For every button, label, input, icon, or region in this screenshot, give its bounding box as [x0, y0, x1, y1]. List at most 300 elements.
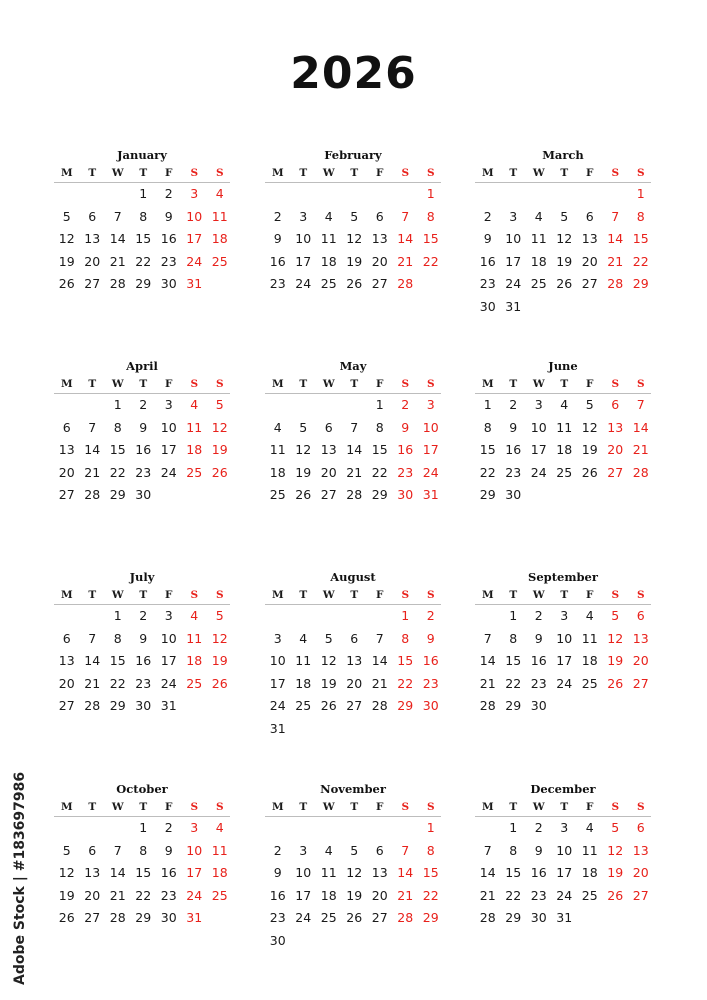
- day-cell: 25: [581, 675, 598, 691]
- empty-day-cell: [265, 817, 291, 840]
- day-cell: 14: [109, 865, 126, 881]
- month-name: October: [116, 782, 168, 796]
- day-cell: 29: [371, 487, 388, 503]
- day-cell: 5: [585, 397, 594, 412]
- day-cell: 6: [88, 842, 97, 858]
- day-cell: 18: [581, 653, 598, 669]
- weekday-label: M: [271, 801, 284, 813]
- day-cell: 1: [426, 820, 435, 835]
- weekday-label: F: [586, 801, 594, 813]
- day-cell: 1: [113, 397, 122, 412]
- day-cell: 26: [556, 276, 573, 292]
- empty-day-cell: [475, 183, 501, 206]
- day-cell: 24: [295, 910, 312, 926]
- day-cell: 25: [186, 675, 203, 691]
- day-cell: 10: [530, 419, 547, 435]
- day-cell: 13: [632, 842, 649, 858]
- weekday-label: M: [271, 167, 284, 179]
- weekday-header: [265, 164, 441, 183]
- day-cell: 21: [479, 887, 496, 903]
- day-cell: 5: [324, 630, 333, 646]
- week-row: [265, 718, 441, 741]
- week-row: [265, 206, 441, 229]
- empty-day-cell: [316, 718, 342, 741]
- day-cell: 20: [84, 887, 101, 903]
- day-cell: 28: [109, 910, 126, 926]
- day-cell: 11: [320, 865, 337, 881]
- day-cell: 31: [505, 298, 522, 314]
- day-cell: 26: [58, 276, 75, 292]
- day-cell: 9: [164, 208, 173, 224]
- day-cell: 20: [581, 253, 598, 269]
- day-cell: 3: [299, 842, 308, 858]
- day-cell: 18: [186, 653, 203, 669]
- day-cell: 22: [422, 887, 439, 903]
- month-name: August: [330, 570, 376, 584]
- empty-day-cell: [316, 930, 342, 953]
- day-cell: 2: [534, 608, 543, 623]
- day-cell: 10: [295, 865, 312, 881]
- empty-day-cell: [603, 907, 629, 930]
- empty-day-cell: [316, 605, 342, 628]
- day-cell: 7: [113, 208, 122, 224]
- day-cell: 27: [346, 698, 363, 714]
- weekday-label: W: [322, 801, 335, 813]
- week-row: [475, 885, 651, 908]
- weekday-header: [475, 164, 651, 183]
- week-row: [54, 394, 230, 417]
- day-cell: 25: [295, 698, 312, 714]
- empty-day-cell: [577, 296, 603, 319]
- week-row: [475, 695, 651, 718]
- empty-day-cell: [367, 930, 393, 953]
- day-cell: 24: [160, 464, 177, 480]
- week-row: [265, 462, 441, 485]
- weekday-label: W: [111, 801, 124, 813]
- day-cell: 18: [581, 865, 598, 881]
- weekday-label: T: [299, 378, 308, 390]
- day-cell: 20: [632, 653, 649, 669]
- day-cell: 25: [530, 276, 547, 292]
- day-cell: 18: [320, 887, 337, 903]
- weekday-label: F: [586, 378, 594, 390]
- day-cell: 19: [581, 442, 598, 458]
- day-cell: 4: [324, 208, 333, 224]
- day-cell: 22: [479, 464, 496, 480]
- weekday-header: [54, 164, 230, 183]
- weekday-label: T: [299, 589, 308, 601]
- empty-day-cell: [367, 605, 393, 628]
- empty-day-cell: [342, 718, 368, 741]
- day-cell: 9: [426, 630, 435, 646]
- day-cell: 5: [62, 208, 71, 224]
- month-name: September: [528, 570, 598, 584]
- day-cell: 12: [581, 419, 598, 435]
- empty-day-cell: [54, 394, 80, 417]
- day-cell: 20: [84, 253, 101, 269]
- day-cell: 16: [479, 253, 496, 269]
- empty-day-cell: [342, 930, 368, 953]
- week-row: [54, 228, 230, 251]
- empty-day-cell: [501, 183, 527, 206]
- empty-day-cell: [342, 394, 368, 417]
- day-cell: 28: [84, 698, 101, 714]
- day-cell: 26: [607, 675, 624, 691]
- empty-day-cell: [603, 296, 629, 319]
- week-row: [475, 605, 651, 628]
- day-cell: 19: [211, 442, 228, 458]
- day-cell: 23: [269, 276, 286, 292]
- day-cell: 17: [160, 442, 177, 458]
- day-cell: 21: [632, 442, 649, 458]
- empty-day-cell: [526, 183, 552, 206]
- day-cell: 18: [530, 253, 547, 269]
- day-cell: 14: [84, 442, 101, 458]
- stock-id-label: Adobe Stock | #183697986: [12, 771, 28, 985]
- empty-day-cell: [342, 183, 368, 206]
- day-cell: 1: [375, 397, 384, 412]
- day-cell: 6: [636, 820, 645, 835]
- day-cell: 15: [479, 442, 496, 458]
- weekday-label: S: [611, 378, 620, 390]
- weekday-label: T: [139, 167, 148, 179]
- day-cell: 15: [422, 231, 439, 247]
- day-cell: 1: [509, 608, 518, 623]
- day-cell: 22: [422, 253, 439, 269]
- weekday-label: S: [215, 801, 224, 813]
- week-row: [54, 417, 230, 440]
- week-row: [475, 439, 651, 462]
- weekday-header: [54, 375, 230, 394]
- day-cell: 18: [211, 231, 228, 247]
- day-cell: 1: [139, 820, 148, 835]
- empty-day-cell: [265, 605, 291, 628]
- day-cell: 4: [534, 208, 543, 224]
- day-cell: 17: [295, 887, 312, 903]
- weekday-label: W: [322, 378, 335, 390]
- month-name: December: [530, 782, 596, 796]
- day-cell: 7: [350, 419, 359, 435]
- day-cell: 18: [295, 675, 312, 691]
- day-cell: 5: [611, 820, 620, 835]
- empty-day-cell: [603, 695, 629, 718]
- week-row: [265, 484, 441, 507]
- empty-day-cell: [54, 605, 80, 628]
- day-cell: 3: [426, 397, 435, 412]
- day-cell: 11: [295, 653, 312, 669]
- day-cell: 14: [397, 231, 414, 247]
- weekday-label: M: [271, 378, 284, 390]
- day-cell: 13: [581, 231, 598, 247]
- day-cell: 25: [269, 487, 286, 503]
- weekday-label: F: [376, 589, 384, 601]
- empty-day-cell: [418, 718, 444, 741]
- day-cell: 22: [109, 464, 126, 480]
- week-row: [475, 251, 651, 274]
- day-cell: 14: [479, 653, 496, 669]
- day-cell: 22: [135, 887, 152, 903]
- day-cell: 25: [211, 253, 228, 269]
- day-cell: 17: [556, 653, 573, 669]
- empty-day-cell: [291, 930, 317, 953]
- week-row: [54, 273, 230, 296]
- day-cell: 11: [269, 442, 286, 458]
- day-cell: 10: [160, 419, 177, 435]
- day-cell: 6: [62, 630, 71, 646]
- day-cell: 29: [632, 276, 649, 292]
- weekday-label: S: [401, 167, 410, 179]
- week-row: [265, 251, 441, 274]
- day-cell: 19: [58, 887, 75, 903]
- day-cell: 9: [509, 419, 518, 435]
- day-cell: 25: [186, 464, 203, 480]
- week-row: [265, 605, 441, 628]
- week-row: [54, 650, 230, 673]
- day-cell: 23: [160, 253, 177, 269]
- week-row: [265, 907, 441, 930]
- day-cell: 13: [346, 653, 363, 669]
- day-cell: 3: [534, 397, 543, 412]
- day-cell: 4: [585, 820, 594, 835]
- day-cell: 5: [62, 842, 71, 858]
- day-cell: 22: [109, 675, 126, 691]
- empty-day-cell: [265, 394, 291, 417]
- day-cell: 26: [295, 487, 312, 503]
- empty-day-cell: [552, 183, 578, 206]
- day-cell: 28: [607, 276, 624, 292]
- day-cell: 6: [636, 608, 645, 623]
- week-row: [265, 930, 441, 953]
- month-december: [475, 780, 651, 930]
- weekday-label: F: [165, 378, 173, 390]
- day-cell: 22: [632, 253, 649, 269]
- day-cell: 13: [320, 442, 337, 458]
- empty-day-cell: [475, 605, 501, 628]
- day-cell: 14: [479, 865, 496, 881]
- week-row: [475, 206, 651, 229]
- day-cell: 23: [397, 464, 414, 480]
- day-cell: 30: [397, 487, 414, 503]
- day-cell: 8: [401, 630, 410, 646]
- empty-day-cell: [552, 484, 578, 507]
- weekday-label: M: [60, 589, 73, 601]
- day-cell: 30: [530, 910, 547, 926]
- weekday-label: W: [322, 589, 335, 601]
- day-cell: 24: [295, 276, 312, 292]
- day-cell: 30: [135, 698, 152, 714]
- day-cell: 4: [324, 842, 333, 858]
- day-cell: 16: [505, 442, 522, 458]
- day-cell: 12: [295, 442, 312, 458]
- day-cell: 27: [58, 698, 75, 714]
- day-cell: 17: [186, 865, 203, 881]
- empty-day-cell: [54, 817, 80, 840]
- week-row: [54, 840, 230, 863]
- day-cell: 7: [636, 397, 645, 412]
- day-cell: 21: [371, 675, 388, 691]
- day-cell: 31: [186, 910, 203, 926]
- day-cell: 19: [58, 253, 75, 269]
- weekday-label: F: [165, 167, 173, 179]
- day-cell: 19: [295, 464, 312, 480]
- day-cell: 5: [560, 208, 569, 224]
- week-row: [265, 862, 441, 885]
- day-cell: 28: [109, 276, 126, 292]
- day-cell: 21: [109, 253, 126, 269]
- day-cell: 17: [422, 442, 439, 458]
- day-cell: 11: [186, 419, 203, 435]
- empty-day-cell: [182, 484, 208, 507]
- week-row: [54, 885, 230, 908]
- month-may: [265, 357, 441, 507]
- day-cell: 25: [211, 887, 228, 903]
- day-cell: 31: [160, 698, 177, 714]
- weekday-label: T: [350, 378, 359, 390]
- weekday-label: F: [376, 167, 384, 179]
- weekday-label: W: [111, 378, 124, 390]
- weekday-label: W: [532, 589, 545, 601]
- day-cell: 11: [556, 419, 573, 435]
- day-cell: 21: [109, 887, 126, 903]
- day-cell: 31: [556, 910, 573, 926]
- empty-day-cell: [577, 695, 603, 718]
- day-cell: 31: [186, 276, 203, 292]
- day-cell: 17: [530, 442, 547, 458]
- day-cell: 19: [346, 887, 363, 903]
- empty-day-cell: [80, 183, 106, 206]
- day-cell: 27: [632, 887, 649, 903]
- week-row: [475, 650, 651, 673]
- weekday-label: T: [560, 378, 569, 390]
- day-cell: 26: [211, 675, 228, 691]
- week-row: [265, 695, 441, 718]
- day-cell: 24: [269, 698, 286, 714]
- weekday-label: S: [190, 589, 199, 601]
- day-cell: 7: [88, 419, 97, 435]
- empty-day-cell: [526, 484, 552, 507]
- weekday-label: F: [586, 167, 594, 179]
- week-row: [265, 183, 441, 206]
- day-cell: 3: [190, 186, 199, 201]
- month-march: [475, 146, 651, 319]
- month-august: [265, 568, 441, 741]
- day-cell: 6: [350, 630, 359, 646]
- day-cell: 2: [401, 397, 410, 412]
- empty-day-cell: [367, 817, 393, 840]
- weekday-label: S: [401, 378, 410, 390]
- weekday-header: [265, 798, 441, 817]
- day-cell: 7: [113, 842, 122, 858]
- day-cell: 27: [58, 487, 75, 503]
- day-cell: 2: [483, 208, 492, 224]
- day-cell: 1: [401, 608, 410, 623]
- day-cell: 3: [509, 208, 518, 224]
- week-row: [54, 907, 230, 930]
- empty-day-cell: [552, 296, 578, 319]
- day-cell: 25: [320, 276, 337, 292]
- day-cell: 21: [84, 675, 101, 691]
- day-cell: 2: [509, 397, 518, 412]
- day-cell: 15: [505, 865, 522, 881]
- day-cell: 29: [422, 910, 439, 926]
- week-row: [475, 394, 651, 417]
- day-cell: 12: [58, 231, 75, 247]
- day-cell: 21: [397, 253, 414, 269]
- day-cell: 8: [509, 842, 518, 858]
- day-cell: 15: [109, 442, 126, 458]
- empty-day-cell: [393, 817, 419, 840]
- day-cell: 11: [211, 208, 228, 224]
- day-cell: 30: [160, 276, 177, 292]
- empty-day-cell: [291, 605, 317, 628]
- week-row: [54, 605, 230, 628]
- day-cell: 25: [556, 464, 573, 480]
- day-cell: 19: [556, 253, 573, 269]
- day-cell: 5: [350, 208, 359, 224]
- week-row: [265, 273, 441, 296]
- day-cell: 1: [426, 186, 435, 201]
- day-cell: 7: [483, 630, 492, 646]
- weekday-label: M: [60, 801, 73, 813]
- day-cell: 5: [350, 842, 359, 858]
- week-row: [265, 394, 441, 417]
- day-cell: 16: [160, 231, 177, 247]
- day-cell: 11: [581, 630, 598, 646]
- weekday-label: F: [165, 589, 173, 601]
- day-cell: 27: [632, 675, 649, 691]
- week-row: [265, 840, 441, 863]
- day-cell: 11: [211, 842, 228, 858]
- day-cell: 29: [109, 698, 126, 714]
- day-cell: 24: [160, 675, 177, 691]
- day-cell: 14: [109, 231, 126, 247]
- empty-day-cell: [80, 817, 106, 840]
- day-cell: 31: [422, 487, 439, 503]
- calendar-year-title: 2026: [290, 48, 417, 99]
- day-cell: 1: [509, 820, 518, 835]
- day-cell: 9: [401, 419, 410, 435]
- weekday-label: M: [60, 167, 73, 179]
- day-cell: 10: [556, 630, 573, 646]
- day-cell: 12: [320, 653, 337, 669]
- day-cell: 21: [397, 887, 414, 903]
- day-cell: 8: [509, 630, 518, 646]
- week-row: [54, 462, 230, 485]
- day-cell: 20: [371, 887, 388, 903]
- weekday-label: F: [376, 378, 384, 390]
- empty-day-cell: [475, 817, 501, 840]
- day-cell: 24: [422, 464, 439, 480]
- week-row: [265, 650, 441, 673]
- day-cell: 28: [84, 487, 101, 503]
- weekday-label: T: [88, 167, 97, 179]
- empty-day-cell: [526, 296, 552, 319]
- day-cell: 11: [581, 842, 598, 858]
- week-row: [475, 628, 651, 651]
- day-cell: 17: [556, 865, 573, 881]
- weekday-label: T: [509, 589, 518, 601]
- day-cell: 6: [375, 208, 384, 224]
- day-cell: 9: [139, 419, 148, 435]
- empty-day-cell: [156, 484, 182, 507]
- day-cell: 4: [215, 186, 224, 201]
- month-february: [265, 146, 441, 296]
- day-cell: 14: [371, 653, 388, 669]
- empty-day-cell: [80, 605, 106, 628]
- day-cell: 7: [88, 630, 97, 646]
- weekday-header: [54, 586, 230, 605]
- day-cell: 6: [611, 397, 620, 412]
